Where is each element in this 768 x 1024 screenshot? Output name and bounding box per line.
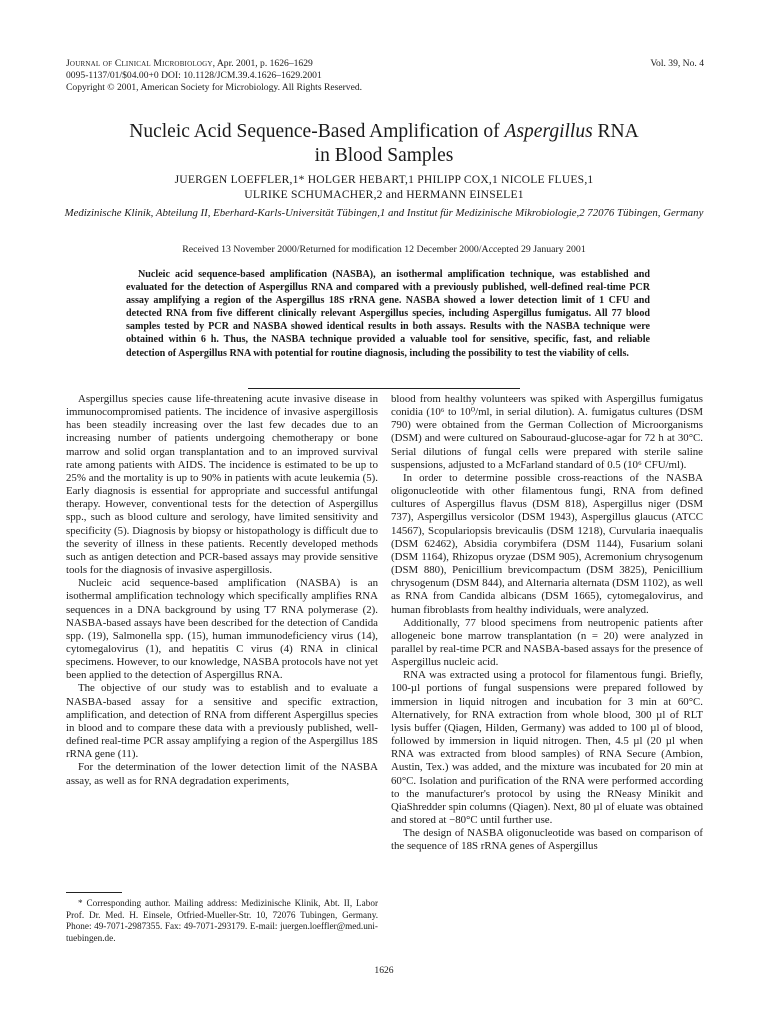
- paragraph: Aspergillus species cause life-threatening acute invasive disease in immunocompromised patients. The incidence of invasive aspergillosis has been steadily increasing over the last few decades due to an increasing number of patients undergoing chemotherapy or bone marrow and solid organ transplantation and to an improved survival rate among patients with AIDS. The incidence is estimated to be up to 25% and the mortality is up to 90% in patients with acute leukemia (5). Early diagnosis is essential for appropriate and successful antifungal therapy. However, conventional tests for the detection of Aspergillus spp., such as blood culture and serology, have limited sensitivity and specificity (5). Diagnosis by biopsy or histopathology is difficult due to the severity of illness in these patients. Recently developed methods such as antigen detection and PCR-based assays may provide sensitive tools for the diagnosis of invasive aspergillosis.: [66, 393, 378, 577]
- running-header: [66, 58, 362, 95]
- author-line-2: ULRIKE SCHUMACHER,2 and HERMANN EINSELE1: [244, 188, 524, 201]
- paragraph: The design of NASBA oligonucleotide was based on comparison of the sequence of 18S rRNA genes of Aspergillus: [391, 827, 703, 853]
- page-number: 1626: [374, 965, 394, 976]
- journal-citation: Journal of Clinical Microbiology, Apr. 2001, p. 1626–1629: [66, 58, 313, 69]
- paragraph: Nucleic acid sequence-based amplification (NASBA) is an isothermal amplification technology which specifically amplifies RNA sequences in a DNA background by using T7 RNA polymerase (2). NASBA-based assays have been described for the detection of Candida spp. (19), Salmonella spp. (15), human immunodeficiency virus (14), cytomegalovirus (1), and hepatitis C virus (4) RNA in clinical specimens. However, to our knowledge, NASBA protocols have not yet been applied to the detection of Aspergillus RNA.: [66, 577, 378, 682]
- paragraph: In order to determine possible cross-reactions of the NASBA oligonucleotide with other filamentous fungi, RNA from defined cultures of Aspergillus flavus (DSM 818), Aspergillus niger (DSM 737), Aspergillus versicolor (DSM 1943), Aspergillus glaucus (ATCC 14567), Scopulariopsis brevicaulis (DSM 1218), Curvularia inaequalis (DSM 62462), Absidia corymbifera (DSM 1144), Fusarium solani (DSM 1164), Rhizopus oryzae (DSM 905), Acremonium chrysogenum (DSM 880), Penicillium brevicompactum (DSM 3825), Penicillium chrysogenum (DSM 844), and Alternaria alternata (DSM 1102), as well as RNA from Candida albicans (DSM 1665), cytomegalovirus, and human fibroblasts from healthy individuals, were analyzed.: [391, 471, 703, 616]
- received-dates: Received 13 November 2000/Returned for modification 12 December 2000/Accepted 29 January 2001: [182, 244, 586, 255]
- abstract: Nucleic acid sequence-based amplification (NASBA), an isothermal amplification technique, was established and evaluated for the detection of Aspergillus RNA and compared with a previously published, well-defined real-time PCR assay amplifying a region of the Aspergillus 18S rRNA gene. NASBA showed a lower detection limit of 1 CFU and detected RNA from five different clinically relevant Aspergillus species, including Aspergillus fumigatus. All 77 blood samples tested by PCR and NASBA showed identical results in both assays. Results with the NASBA technique were obtained within 6 h. Thus, the NASBA technique provided a valuable tool for sensitive, specific, fast, and reliable detection of Aspergillus RNA with potential for routine diagnosis, including the possibility to test the viability of cells.: [126, 269, 650, 359]
- paragraph: RNA was extracted using a protocol for filamentous fungi. Briefly, 100-µl portions of fungal suspensions were prepared followed by immersion in liquid nitrogen and incubation for 3 min at 60°C. Alternatively, for RNA extraction from whole blood, 300 µl of RLT lysis buffer (Qiagen, Hilden, Germany) was added to 100 µl of blood, followed by immersion in liquid nitrogen. Then, 4.5 µl (20 µl when RNA was extracted from blood samples) of RNA Secure (Ambion, Austin, Tex.) was added, and the mixture was incubated for 20 min at 60°C. Isolation and purification of the RNA were performed according to the manufacturer's protocol by using the RNeasy Minikit and QiaShredder spin columns (Qiagen). Next, 80 µl of eluate was obtained and stored at −80°C until further use.: [391, 669, 703, 826]
- author-line-1: JUERGEN LOEFFLER,1* HOLGER HEBART,1 PHILIPP COX,1 NICOLE FLUES,1: [174, 173, 594, 186]
- corresponding-author-footnote: * Corresponding author. Mailing address: Medizinische Klinik, Abt. II, Labor Prof. Dr. Med. H. Einsele, Otfried-Mueller-Str. 10, 72076 Tubingen, Germany. Phone: 49-7071-2987355. Fax: 49-7071-293179. E-mail: juergen.loeffler@med.uni-tuebingen.de.: [66, 898, 378, 944]
- body-left-column: [66, 393, 378, 788]
- issn-doi-line: 0095-1137/01/$04.00+0 DOI: 10.1128/JCM.39.4.1626–1629.2001: [66, 70, 322, 82]
- volume-issue: Vol. 39, No. 4: [650, 58, 704, 69]
- copyright-line: Copyright © 2001, American Society for Microbiology. All Rights Reserved.: [66, 82, 363, 94]
- body-right-column: [391, 393, 703, 853]
- abstract-divider: [248, 388, 520, 389]
- footnote-divider: [66, 892, 122, 893]
- author-list: [0, 172, 768, 202]
- article-title: Nucleic Acid Sequence-Based Amplification of Aspergillus RNA in Blood Samples: [129, 121, 639, 166]
- paragraph: blood from healthy volunteers was spiked with Aspergillus fumigatus conidia (10⁶ to 10⁰/ml, in serial dilution). A. fumigatus cultures (DSM 790) were obtained from the German Collection of Microorganisms (DSM) and were cultured on Sabouraud-glucose-agar for 72 h at 30°C. Serial dilutions of fungal cells were prepared with sterile saline suspensions, adjusted to a McFarland standard of 0.5 (10⁶ CFU/ml).: [391, 393, 703, 471]
- paragraph: The objective of our study was to establish and to evaluate a NASBA-based assay for a sensitive and specific extraction, amplification, and detection of RNA from different Aspergillus species in blood and to compare these data with a previously published, well-defined real-time PCR assay amplifying a region of the Aspergillus 18S rRNA gene (11).: [66, 682, 378, 761]
- affiliation: Medizinische Klinik, Abteilung II, Eberhard-Karls-Universität Tübingen,1 and Institut für Medizinische Mikrobiologie,2 72076 Tübingen, Germany: [64, 207, 704, 219]
- paragraph: Additionally, 77 blood specimens from neutropenic patients after allogeneic bone marrow transplantation (n = 20) were analyzed in parallel by real-time PCR and NASBA-based assays for the presence of Aspergillus nucleic acid.: [391, 616, 703, 669]
- paragraph: For the determination of the lower detection limit of the NASBA assay, as well as for RNA degradation experiments,: [66, 761, 378, 787]
